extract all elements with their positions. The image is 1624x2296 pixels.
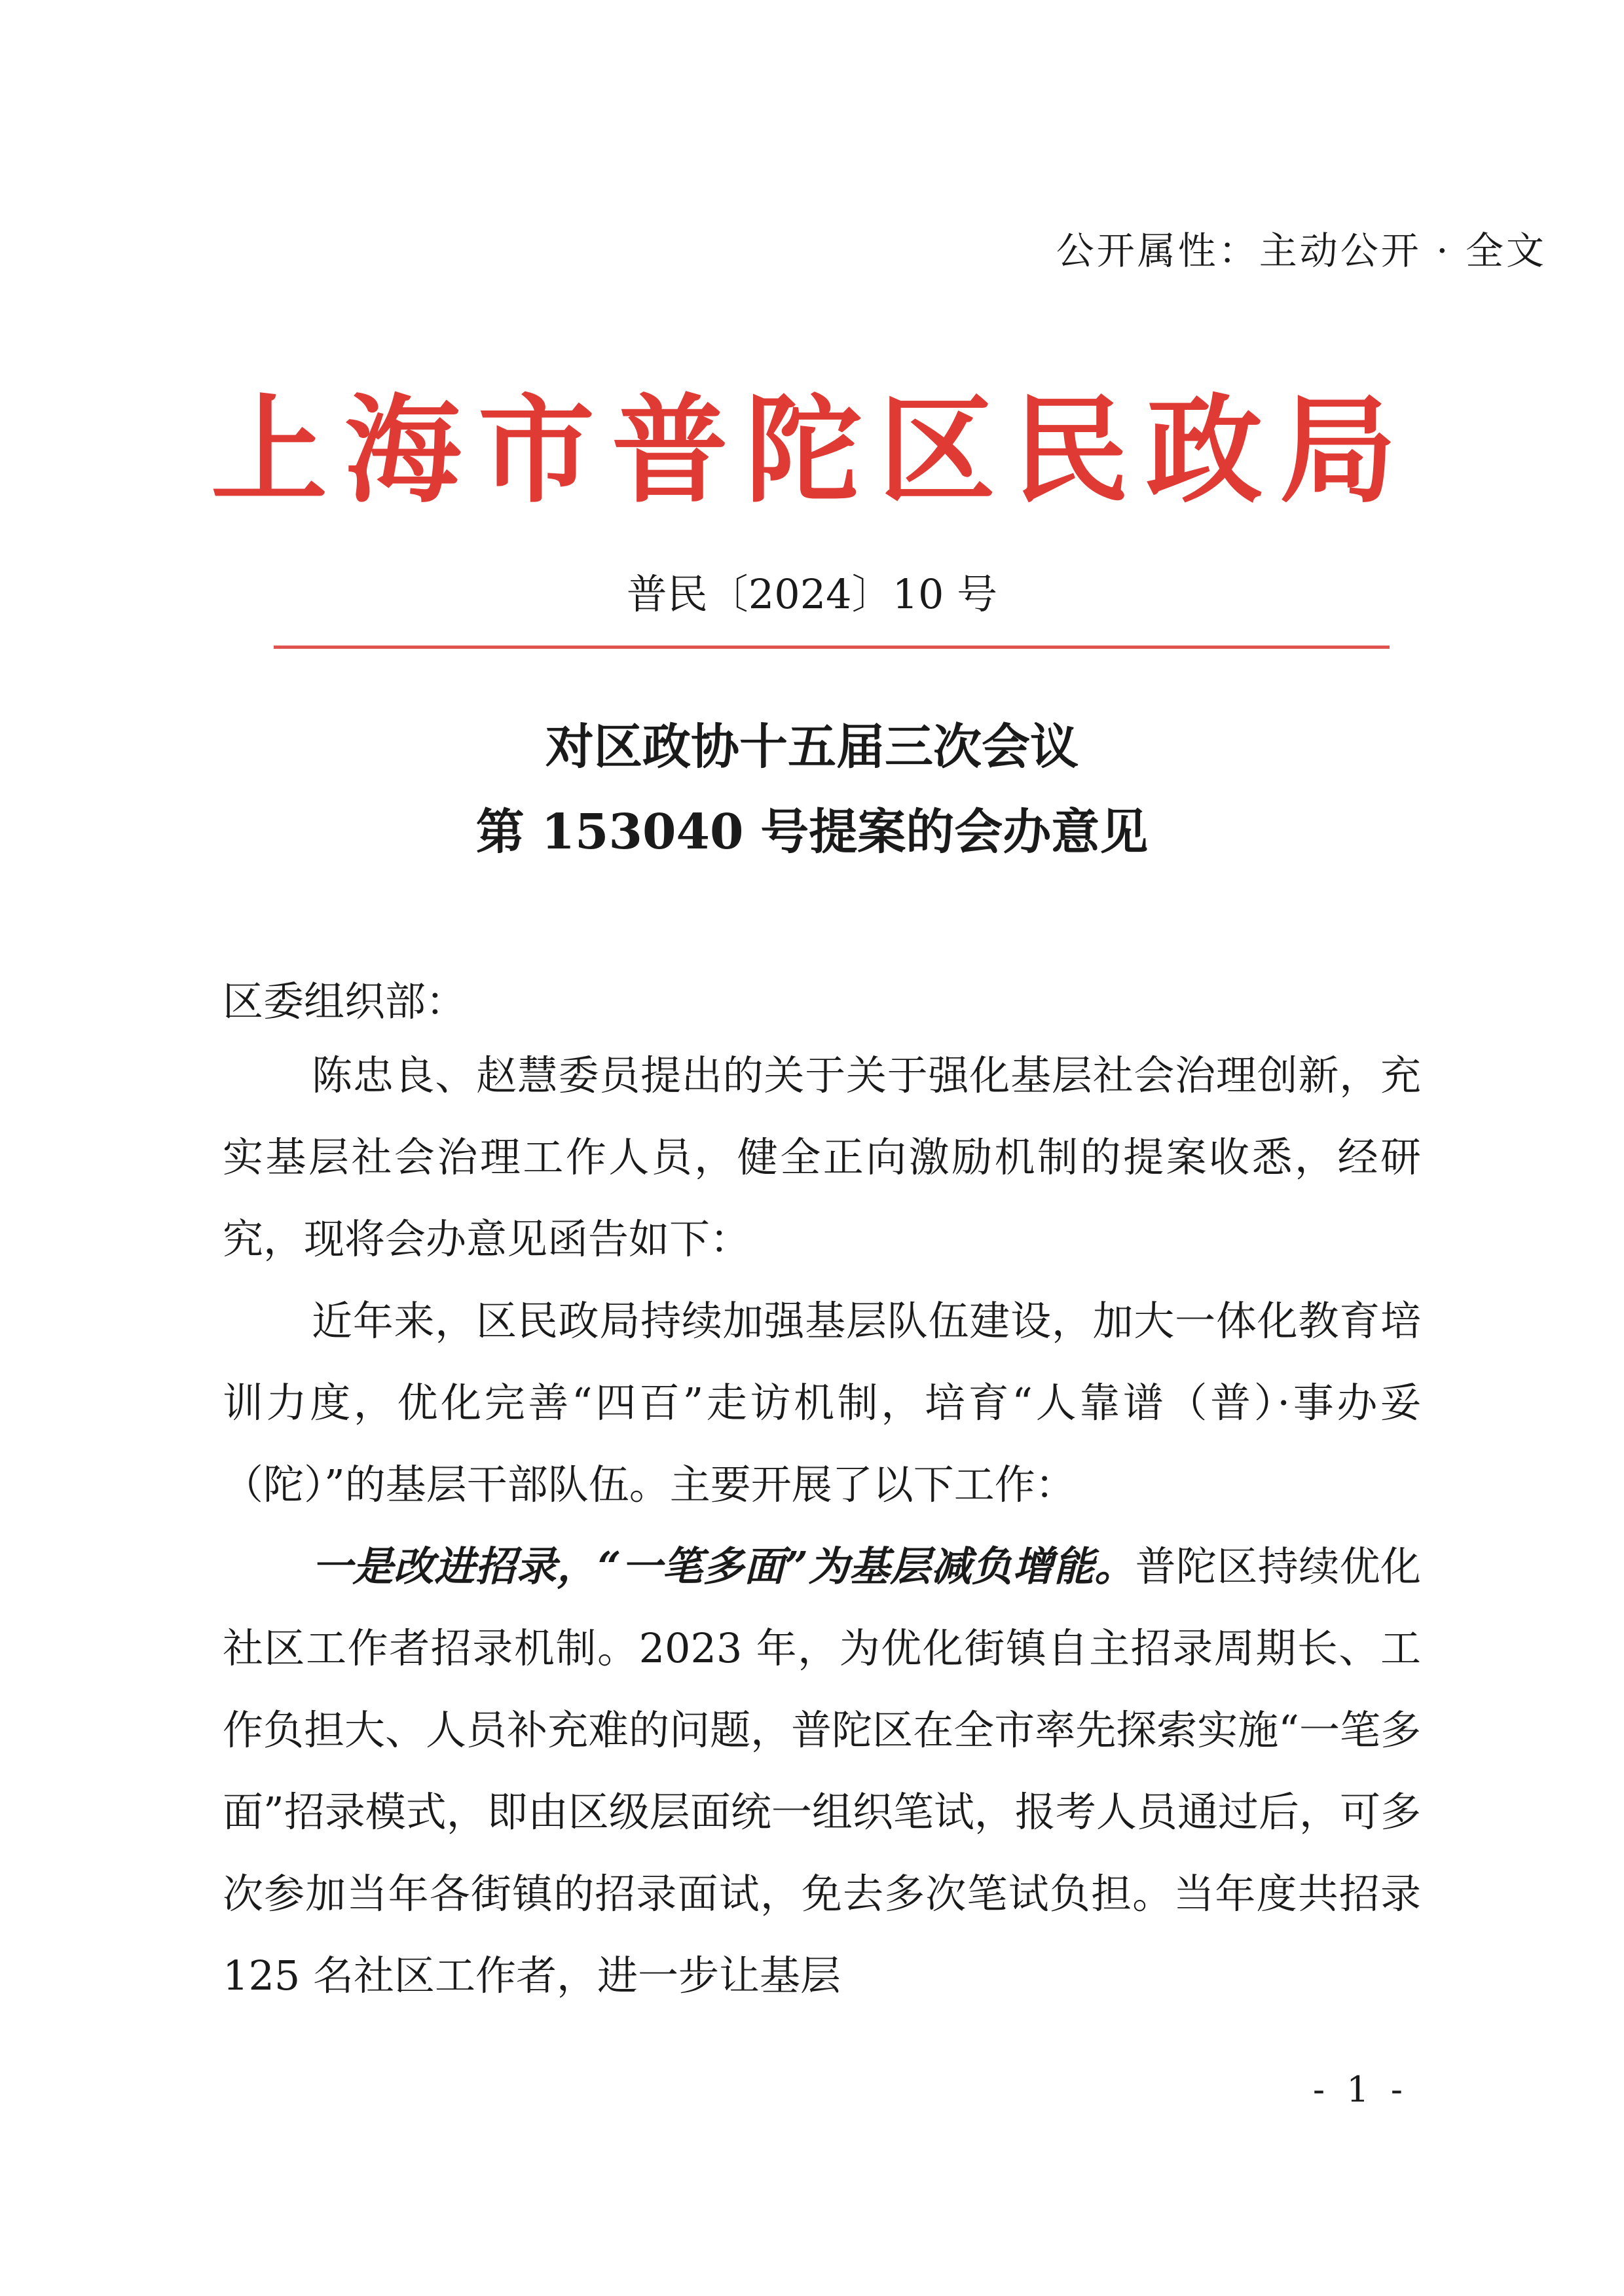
salutation: 区委组织部： (223, 977, 467, 1025)
body-paragraph-3 (223, 1525, 1421, 2016)
document-title-line-1: 对区政协十五届三次会议 (545, 719, 1079, 775)
body-paragraph-1: 陈忠良、赵慧委员提出的关于关于强化基层社会治理创新，充实基层社会治理工作人员，健全正向激励机制的提案收悉，经研究，现将会办意见函告如下： (223, 1051, 1421, 1263)
body-paragraph-2: 近年来，区民政局持续加强基层队伍建设，加大一体化教育培训力度，优化完善“四百”走访机制，培育“人靠谱（普）·事办妥（陀）”的基层干部队伍。主要开展了以下工作： (223, 1297, 1421, 1508)
issuer-masthead: 上海市普陀区民政局 (211, 382, 1413, 519)
red-divider-line (274, 646, 1390, 649)
disclosure-attribute: 公开属性：主动公开 · 全文 (1056, 228, 1547, 273)
paragraph-body-text: 普陀区持续优化社区工作者招录机制。2023 年，为优化街镇自主招录周期长、工作负担大、人员补充难的问题，普陀区在全市率先探索实施“一笔多面”招录模式，即由区级层面统一组织笔试，报考人员通过后，可多次参加当年各街镇的招录面试，免去多次笔试负担。当年度共招录 125 名社区工作者，进一步让基层 (223, 1542, 1421, 1999)
document-number: 普民〔2024〕10 号 (626, 570, 998, 618)
paragraph-lead-heading: 一是改进招录，“一笔多面”为基层减负增能。 (312, 1542, 1135, 1590)
document-title-line-2: 第 153040 号提案的会办意见 (475, 804, 1149, 860)
page-number: - 1 - (1312, 2069, 1408, 2110)
